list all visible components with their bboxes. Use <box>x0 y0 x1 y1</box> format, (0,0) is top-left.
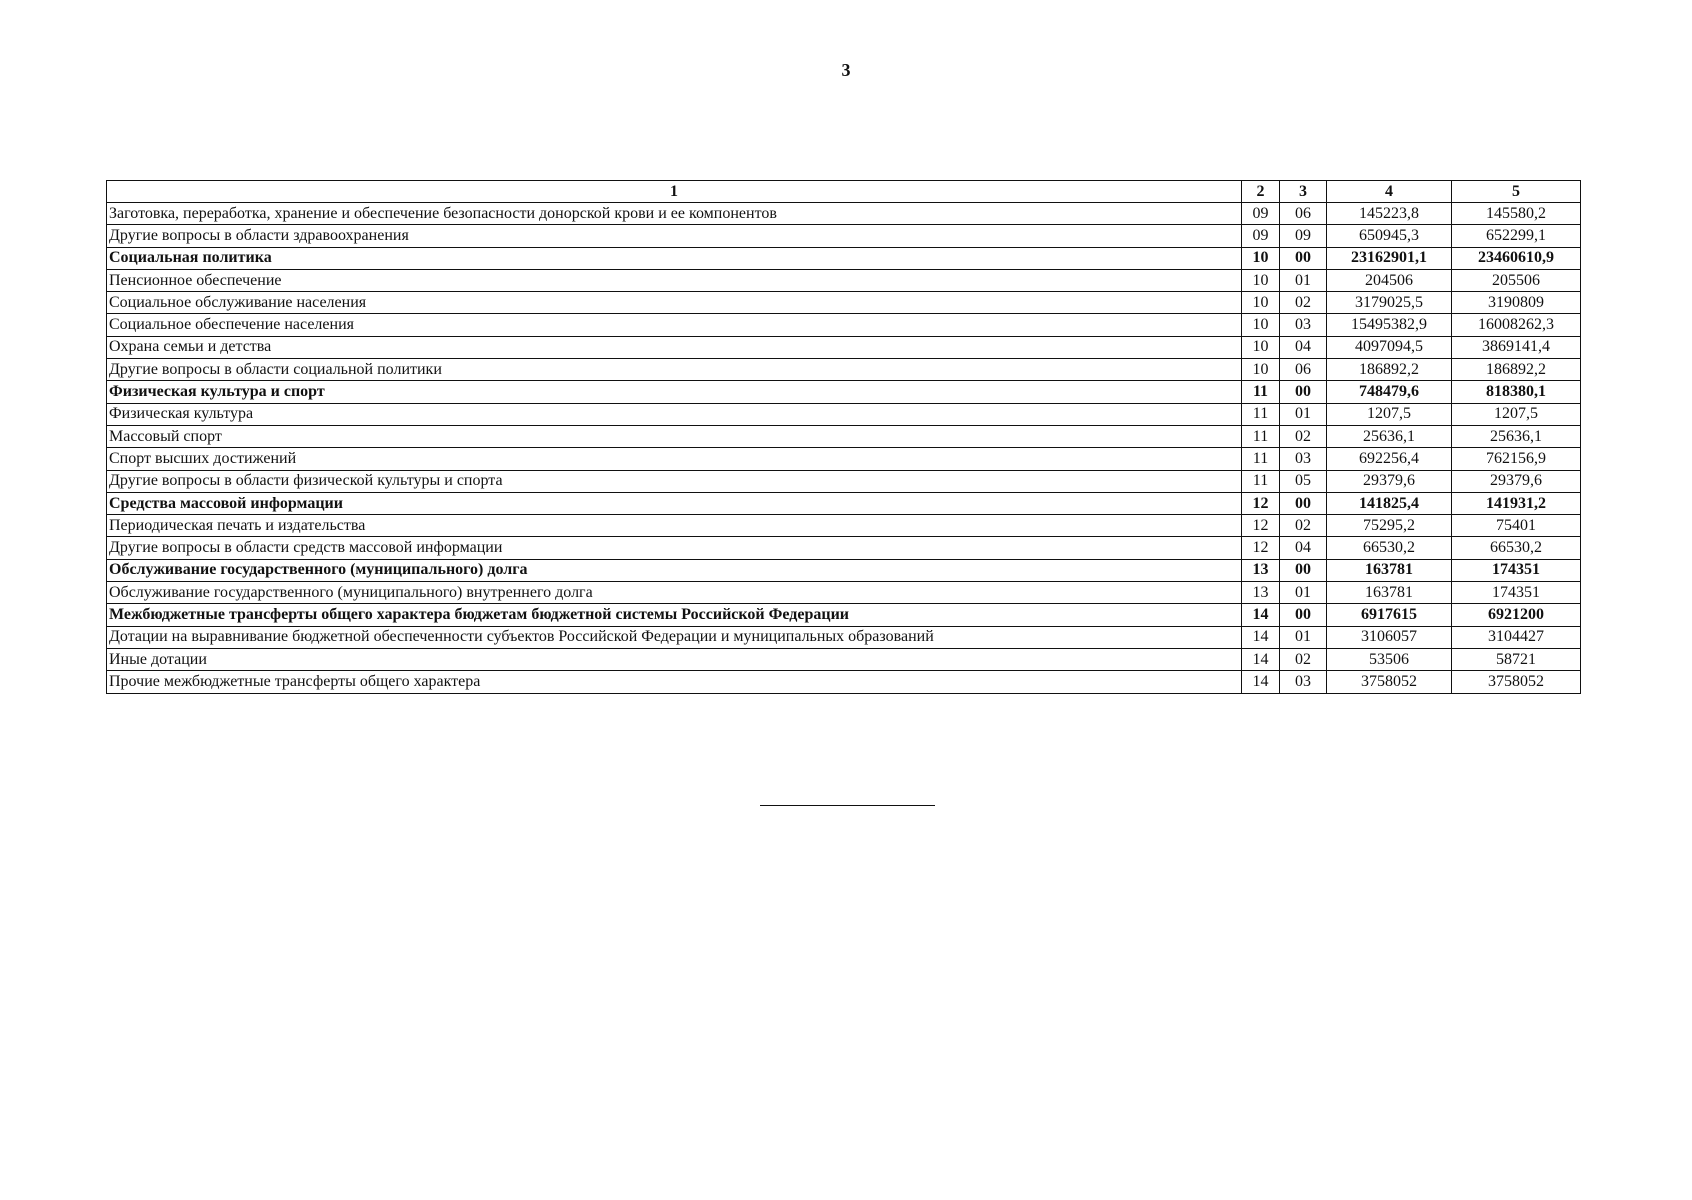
cell-section-code: 14 <box>1242 648 1280 670</box>
table-row <box>107 515 1581 537</box>
header-cell-section: 2 <box>1242 181 1280 203</box>
table-row <box>107 470 1581 492</box>
cell-name: Прочие межбюджетные трансферты общего характера <box>107 671 1242 693</box>
cell-name: Массовый спорт <box>107 425 1242 447</box>
cell-section-code: 10 <box>1242 269 1280 291</box>
cell-amount-2: 652299,1 <box>1452 225 1581 247</box>
cell-section-code: 10 <box>1242 247 1280 269</box>
cell-amount-1: 66530,2 <box>1327 537 1452 559</box>
cell-amount-1: 141825,4 <box>1327 492 1452 514</box>
cell-amount-2: 762156,9 <box>1452 448 1581 470</box>
table-row <box>107 448 1581 470</box>
table-row <box>107 492 1581 514</box>
cell-subsection-code: 03 <box>1280 448 1327 470</box>
cell-subsection-code: 09 <box>1280 225 1327 247</box>
cell-section-code: 11 <box>1242 470 1280 492</box>
cell-amount-1: 75295,2 <box>1327 515 1452 537</box>
cell-amount-1: 748479,6 <box>1327 381 1452 403</box>
cell-section-code: 11 <box>1242 425 1280 447</box>
cell-subsection-code: 04 <box>1280 336 1327 358</box>
table-row <box>107 203 1581 225</box>
cell-amount-2: 3104427 <box>1452 626 1581 648</box>
cell-section-code: 12 <box>1242 492 1280 514</box>
cell-name: Другие вопросы в области физической культуры и спорта <box>107 470 1242 492</box>
cell-name: Периодическая печать и издательства <box>107 515 1242 537</box>
cell-section-code: 14 <box>1242 604 1280 626</box>
cell-section-code: 14 <box>1242 671 1280 693</box>
table-row <box>107 336 1581 358</box>
cell-section-code: 10 <box>1242 314 1280 336</box>
table-row <box>107 537 1581 559</box>
cell-subsection-code: 04 <box>1280 537 1327 559</box>
cell-section-code: 11 <box>1242 448 1280 470</box>
cell-amount-1: 53506 <box>1327 648 1452 670</box>
cell-amount-1: 25636,1 <box>1327 425 1452 447</box>
table-row <box>107 292 1581 314</box>
cell-subsection-code: 02 <box>1280 515 1327 537</box>
table-row <box>107 269 1581 291</box>
cell-amount-2: 3869141,4 <box>1452 336 1581 358</box>
table-row <box>107 626 1581 648</box>
cell-name: Средства массовой информации <box>107 492 1242 514</box>
cell-name: Заготовка, переработка, хранение и обеспечение безопасности донорской крови и ее компонентов <box>107 203 1242 225</box>
cell-section-code: 09 <box>1242 225 1280 247</box>
cell-amount-2: 58721 <box>1452 648 1581 670</box>
header-cell-amount-1: 4 <box>1327 181 1452 203</box>
cell-amount-2: 16008262,3 <box>1452 314 1581 336</box>
cell-name: Межбюджетные трансферты общего характера бюджетам бюджетной системы Российской Федерации <box>107 604 1242 626</box>
cell-section-code: 10 <box>1242 292 1280 314</box>
cell-subsection-code: 03 <box>1280 314 1327 336</box>
cell-amount-1: 3179025,5 <box>1327 292 1452 314</box>
cell-amount-1: 1207,5 <box>1327 403 1452 425</box>
cell-name: Другие вопросы в области здравоохранения <box>107 225 1242 247</box>
cell-amount-1: 3106057 <box>1327 626 1452 648</box>
cell-amount-2: 29379,6 <box>1452 470 1581 492</box>
cell-amount-1: 29379,6 <box>1327 470 1452 492</box>
cell-subsection-code: 02 <box>1280 425 1327 447</box>
cell-amount-1: 23162901,1 <box>1327 247 1452 269</box>
cell-section-code: 13 <box>1242 582 1280 604</box>
cell-name: Охрана семьи и детства <box>107 336 1242 358</box>
cell-amount-1: 6917615 <box>1327 604 1452 626</box>
cell-amount-1: 15495382,9 <box>1327 314 1452 336</box>
cell-subsection-code: 00 <box>1280 381 1327 403</box>
cell-section-code: 11 <box>1242 403 1280 425</box>
table-row <box>107 559 1581 581</box>
cell-subsection-code: 02 <box>1280 648 1327 670</box>
cell-subsection-code: 03 <box>1280 671 1327 693</box>
table-row <box>107 247 1581 269</box>
cell-amount-2: 23460610,9 <box>1452 247 1581 269</box>
cell-subsection-code: 00 <box>1280 492 1327 514</box>
cell-name: Иные дотации <box>107 648 1242 670</box>
cell-subsection-code: 01 <box>1280 403 1327 425</box>
cell-amount-2: 66530,2 <box>1452 537 1581 559</box>
cell-name: Физическая культура <box>107 403 1242 425</box>
cell-subsection-code: 00 <box>1280 247 1327 269</box>
cell-name: Социальное обеспечение населения <box>107 314 1242 336</box>
table-row <box>107 671 1581 693</box>
cell-name: Обслуживание государственного (муниципального) внутреннего долга <box>107 582 1242 604</box>
cell-subsection-code: 05 <box>1280 470 1327 492</box>
cell-name: Дотации на выравнивание бюджетной обеспеченности субъектов Российской Федерации и муниципальных образований <box>107 626 1242 648</box>
cell-amount-2: 205506 <box>1452 269 1581 291</box>
cell-subsection-code: 06 <box>1280 203 1327 225</box>
budget-table <box>106 180 1581 694</box>
cell-name: Физическая культура и спорт <box>107 381 1242 403</box>
table-row <box>107 381 1581 403</box>
cell-section-code: 11 <box>1242 381 1280 403</box>
cell-name: Социальная политика <box>107 247 1242 269</box>
cell-section-code: 10 <box>1242 359 1280 381</box>
cell-amount-2: 174351 <box>1452 582 1581 604</box>
cell-section-code: 14 <box>1242 626 1280 648</box>
cell-amount-2: 3758052 <box>1452 671 1581 693</box>
cell-amount-1: 163781 <box>1327 582 1452 604</box>
cell-amount-1: 186892,2 <box>1327 359 1452 381</box>
cell-section-code: 10 <box>1242 336 1280 358</box>
table-row <box>107 648 1581 670</box>
cell-amount-1: 145223,8 <box>1327 203 1452 225</box>
cell-amount-2: 186892,2 <box>1452 359 1581 381</box>
cell-subsection-code: 01 <box>1280 269 1327 291</box>
cell-amount-1: 650945,3 <box>1327 225 1452 247</box>
cell-section-code: 12 <box>1242 515 1280 537</box>
cell-amount-1: 163781 <box>1327 559 1452 581</box>
cell-subsection-code: 01 <box>1280 582 1327 604</box>
table-row <box>107 359 1581 381</box>
page-number: 3 <box>841 60 851 80</box>
table-row <box>107 403 1581 425</box>
cell-name: Спорт высших достижений <box>107 448 1242 470</box>
cell-amount-2: 6921200 <box>1452 604 1581 626</box>
cell-amount-2: 25636,1 <box>1452 425 1581 447</box>
table-row <box>107 604 1581 626</box>
cell-name: Пенсионное обеспечение <box>107 269 1242 291</box>
cell-name: Другие вопросы в области социальной политики <box>107 359 1242 381</box>
cell-amount-2: 75401 <box>1452 515 1581 537</box>
cell-amount-1: 204506 <box>1327 269 1452 291</box>
end-divider-line <box>760 805 935 806</box>
cell-amount-2: 141931,2 <box>1452 492 1581 514</box>
table-body <box>107 203 1581 694</box>
cell-amount-2: 1207,5 <box>1452 403 1581 425</box>
header-cell-name: 1 <box>107 181 1242 203</box>
cell-amount-2: 818380,1 <box>1452 381 1581 403</box>
cell-subsection-code: 02 <box>1280 292 1327 314</box>
cell-amount-2: 3190809 <box>1452 292 1581 314</box>
cell-amount-2: 145580,2 <box>1452 203 1581 225</box>
table-header-row <box>107 181 1581 203</box>
table-row <box>107 582 1581 604</box>
cell-name: Обслуживание государственного (муниципального) долга <box>107 559 1242 581</box>
cell-section-code: 09 <box>1242 203 1280 225</box>
cell-amount-2: 174351 <box>1452 559 1581 581</box>
cell-subsection-code: 01 <box>1280 626 1327 648</box>
cell-name: Социальное обслуживание населения <box>107 292 1242 314</box>
table-row <box>107 314 1581 336</box>
cell-amount-1: 4097094,5 <box>1327 336 1452 358</box>
table-row <box>107 425 1581 447</box>
header-cell-amount-2: 5 <box>1452 181 1581 203</box>
table-row <box>107 225 1581 247</box>
cell-section-code: 12 <box>1242 537 1280 559</box>
cell-amount-1: 3758052 <box>1327 671 1452 693</box>
cell-amount-1: 692256,4 <box>1327 448 1452 470</box>
cell-subsection-code: 06 <box>1280 359 1327 381</box>
cell-section-code: 13 <box>1242 559 1280 581</box>
cell-subsection-code: 00 <box>1280 559 1327 581</box>
cell-name: Другие вопросы в области средств массовой информации <box>107 537 1242 559</box>
cell-subsection-code: 00 <box>1280 604 1327 626</box>
header-cell-subsection: 3 <box>1280 181 1327 203</box>
